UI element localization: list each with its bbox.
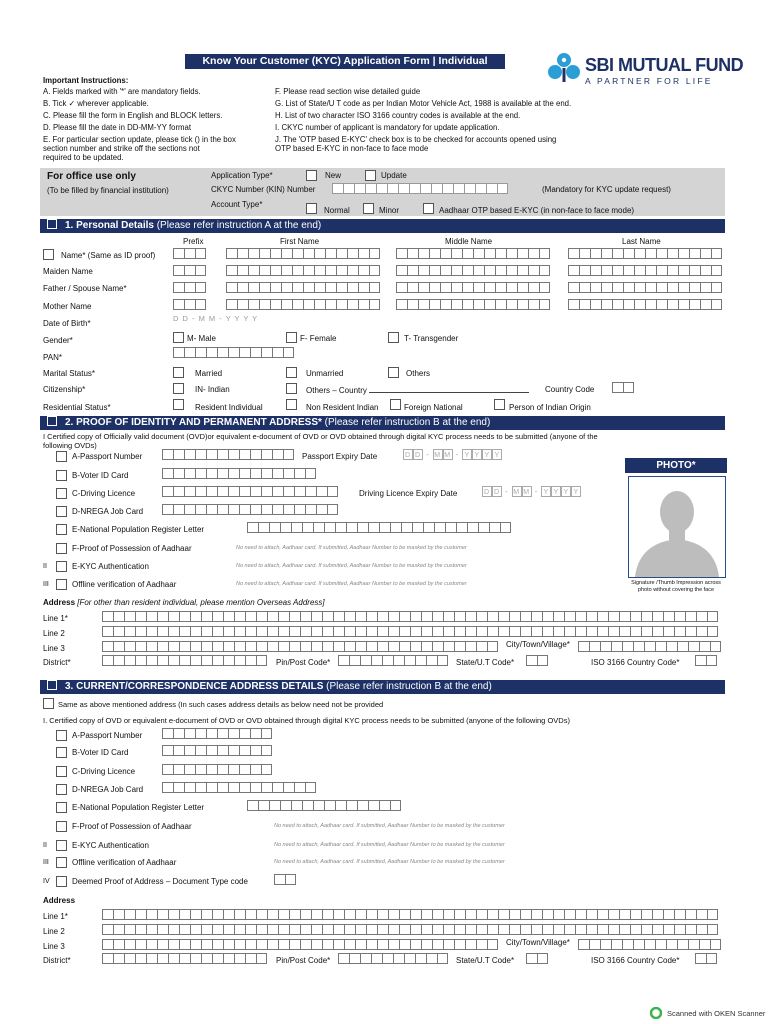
nri-label: Non Resident Indian — [306, 403, 379, 412]
section2-line3-input[interactable] — [102, 641, 498, 653]
instruction-i: I. CKYC number of applicant is mandatory for update application. — [275, 123, 500, 132]
pio-label: Person of Indian Origin — [509, 403, 591, 412]
s2-offline-checkbox[interactable] — [56, 579, 67, 590]
s3-address-heading: Address — [43, 896, 76, 905]
section2-district-label: District* — [43, 658, 71, 667]
s3-dl-checkbox[interactable] — [56, 766, 67, 777]
account-type-label: Account Type* — [211, 200, 263, 209]
section3-line3-label: Line 3 — [43, 942, 65, 951]
minor-checkbox[interactable] — [363, 203, 374, 214]
photo-header: PHOTO* — [625, 458, 727, 473]
resident-label: Resident Individual — [195, 403, 263, 412]
section2-line1-label: Line 1* — [43, 614, 68, 623]
marital-label: Marital Status* — [43, 369, 96, 378]
normal-label: Normal — [324, 206, 350, 215]
name-checkbox[interactable] — [43, 249, 54, 260]
s3-offline-checkbox[interactable] — [56, 857, 67, 868]
gender-female-label: F- Female — [300, 334, 337, 343]
gender-trans-checkbox[interactable] — [388, 332, 399, 343]
section3-line2-label: Line 2 — [43, 927, 65, 936]
unmarried-label: Unmarried — [306, 369, 344, 378]
s2-passport-input[interactable] — [162, 449, 294, 461]
married-checkbox[interactable] — [173, 367, 184, 378]
father-middle-input[interactable] — [396, 282, 550, 294]
s2-ekyc-checkbox[interactable] — [56, 561, 67, 572]
section2-state-input[interactable] — [526, 655, 548, 667]
section3-district-label: District* — [43, 956, 71, 965]
dl-expiry-label: Driving Licence Expiry Date — [359, 489, 458, 498]
s2-ekyc-roman: II — [43, 563, 47, 570]
s2-offline-label: Offline verification of Aadhaar — [72, 580, 177, 589]
pio-checkbox[interactable] — [494, 399, 505, 410]
instruction-e-cont1: section number and strike off the sections not — [43, 144, 200, 153]
s2-ekyc-hint: No need to attach, Aadhaar card. If submitted, Aadhaar Number to be masked by the customer — [236, 563, 467, 569]
section2-checkbox[interactable] — [47, 416, 57, 426]
country-code-label: Country Code — [545, 385, 595, 394]
section1-header: 1. Personal Details (Please refer instruction A at the end) — [40, 219, 725, 233]
new-label: New — [325, 171, 342, 180]
country-code-input[interactable] — [612, 382, 634, 394]
section3-checkbox[interactable] — [47, 680, 57, 690]
citizenship-label: Citizenship* — [43, 385, 86, 394]
office-subtitle: (To be filled by financial institution) — [47, 186, 169, 195]
scanner-footer: Scanned with OKEN Scanner — [667, 1009, 766, 1018]
brand-tagline: A PARTNER FOR LIFE — [585, 76, 713, 86]
s3-aadhaar-checkbox[interactable] — [56, 821, 67, 832]
other-country-label: Others – Country — [306, 385, 529, 395]
dob-input[interactable]: D D - M M - Y Y Y Y — [173, 314, 259, 323]
s3-ekyc-label: E-KYC Authentication — [72, 841, 149, 850]
section2-city-label: City/Town/Village* — [506, 640, 570, 649]
section3-note: I. Certified copy of OVD or equivalent e-document of OVD or OVD obtained through digital KYC process needs to be submitted (anyone of the following OVDs) — [43, 716, 570, 725]
same-as-label: Same as above mentioned address (In such cases address details as below need not be provided — [58, 700, 384, 709]
s3-npr-label: E-National Population Register Letter — [72, 803, 205, 812]
section2-city-input[interactable] — [578, 641, 721, 653]
name-last-input[interactable] — [568, 248, 722, 260]
maiden-middle-input[interactable] — [396, 265, 550, 277]
s3-passport-label: A-Passport Number — [72, 731, 143, 740]
foreign-checkbox[interactable] — [390, 399, 401, 410]
s3-passport-checkbox[interactable] — [56, 730, 67, 741]
s3-voter-checkbox[interactable] — [56, 747, 67, 758]
s2-address-heading: Address [For other than resident individual, please mention Overseas Address] — [43, 598, 325, 607]
col-first-name: First Name — [280, 237, 320, 246]
s2-aadhaar-label: F-Proof of Possession of Aadhaar — [72, 544, 192, 553]
section3-header: 3. CURRENT/CORRESPONDENCE ADDRESS DETAILS (Please refer instruction B at the end) — [40, 680, 725, 694]
section3-iso-input[interactable] — [695, 953, 717, 965]
maiden-prefix-input[interactable] — [173, 265, 206, 277]
instruction-g: G. List of State/U T code as per Indian Motor Vehicle Act, 1988 is available at the end. — [275, 99, 572, 108]
s2-npr-checkbox[interactable] — [56, 524, 67, 535]
instruction-a: A. Fields marked with '*' are mandatory fields. — [43, 87, 201, 96]
father-first-input[interactable] — [226, 282, 380, 294]
name-label: Name* (Same as ID proof) — [61, 251, 156, 260]
s2-nrega-input[interactable] — [162, 504, 338, 516]
instruction-j-cont: OTP based E-KYC in non-face to face mode — [275, 144, 429, 153]
new-checkbox[interactable] — [306, 170, 317, 181]
instruction-j: J. The 'OTP based E-KYC' check box is to be checked for accounts opened using — [275, 135, 557, 144]
maiden-last-input[interactable] — [568, 265, 722, 277]
s2-npr-label: E-National Population Register Letter — [72, 525, 205, 534]
dl-expiry-input[interactable]: D D - M M - Y Y Y Y — [482, 486, 581, 497]
married-label: Married — [195, 369, 223, 378]
section3-state-label: State/U.T Code* — [456, 956, 515, 965]
s3-deemed-label: Deemed Proof of Address – Document Type code — [72, 877, 248, 886]
section3-line1-input[interactable] — [102, 909, 718, 921]
section3-line1-label: Line 1* — [43, 912, 68, 921]
section3-city-input[interactable] — [578, 939, 721, 951]
same-as-checkbox[interactable] — [43, 698, 54, 709]
section2-note-cont: following OVDs) — [43, 441, 97, 450]
s3-voter-input[interactable] — [162, 745, 272, 757]
s2-voter-input[interactable] — [162, 468, 316, 480]
s3-ekyc-checkbox[interactable] — [56, 840, 67, 851]
s2-passport-label: A-Passport Number — [72, 452, 143, 461]
father-label: Father / Spouse Name* — [43, 284, 127, 293]
normal-checkbox[interactable] — [306, 203, 317, 214]
gender-male-checkbox[interactable] — [173, 332, 184, 343]
gender-label: Gender* — [43, 336, 73, 345]
indian-label: IN- Indian — [195, 385, 230, 394]
s2-voter-label: B-Voter ID Card — [72, 471, 129, 480]
update-label: Update — [381, 171, 407, 180]
s3-aadhaar-hint: No need to attach, Aadhaar card. If submitted, Aadhaar Number to be masked by the customer — [274, 823, 505, 829]
ckyc-label: CKYC Number (KIN) Number — [211, 185, 316, 194]
section3-iso-label: ISO 3166 Country Code* — [591, 956, 680, 965]
col-prefix: Prefix — [183, 237, 204, 246]
s3-dl-label: C-Driving Licence — [72, 767, 136, 776]
section2-pin-label: Pin/Post Code* — [276, 658, 331, 667]
section3-pin-input[interactable] — [338, 953, 448, 965]
section2-line2-label: Line 2 — [43, 629, 65, 638]
section2-iso-input[interactable] — [695, 655, 717, 667]
section2-header: 2. PROOF OF IDENTITY AND PERMANENT ADDRESS* (Please refer instruction B at the end) — [40, 416, 725, 430]
update-checkbox[interactable] — [365, 170, 376, 181]
other-country-line[interactable] — [369, 385, 529, 393]
mother-prefix-input[interactable] — [173, 299, 206, 311]
section3-district-input[interactable] — [102, 953, 267, 965]
mother-first-input[interactable] — [226, 299, 380, 311]
s2-ekyc-label: E-KYC Authentication — [72, 562, 149, 571]
passport-expiry-label: Passport Expiry Date — [302, 452, 378, 461]
s2-voter-checkbox[interactable] — [56, 470, 67, 481]
s2-offline-roman: III — [43, 581, 49, 588]
s3-ekyc-roman: II — [43, 842, 47, 849]
section3-state-input[interactable] — [526, 953, 548, 965]
app-type-label: Application Type* — [211, 171, 273, 180]
mother-last-input[interactable] — [568, 299, 722, 311]
residential-label: Residential Status* — [43, 403, 111, 412]
section1-checkbox[interactable] — [47, 219, 57, 229]
foreign-label: Foreign National — [404, 403, 463, 412]
s3-deemed-roman: IV — [43, 878, 50, 885]
s2-npr-input[interactable] — [247, 522, 511, 534]
sbi-logo-icon — [546, 52, 582, 86]
passport-expiry-input[interactable]: D D - M M - Y Y Y Y — [403, 449, 502, 460]
otp-ekyc-checkbox[interactable] — [423, 203, 434, 214]
s3-deemed-input[interactable] — [274, 874, 296, 886]
s3-ekyc-hint: No need to attach, Aadhaar card. If submitted, Aadhaar Number to be masked by the customer — [274, 842, 505, 848]
s3-npr-checkbox[interactable] — [56, 802, 67, 813]
instruction-h: H. List of two character ISO 3166 country codes is available at the end. — [275, 111, 521, 120]
section2-note: I Certified copy of Officially valid document (OVD)or equivalent e-document of OVD or OVD obtained through digital KYC process needs to be submitted (anyone of the — [43, 432, 598, 441]
mother-middle-input[interactable] — [396, 299, 550, 311]
mother-label: Mother Name — [43, 302, 92, 311]
section3-line3-input[interactable] — [102, 939, 498, 951]
ckyc-note: (Mandatory for KYC update request) — [542, 185, 671, 194]
col-middle-name: Middle Name — [445, 237, 493, 246]
pan-input[interactable] — [173, 347, 294, 359]
section2-iso-label: ISO 3166 Country Code* — [591, 658, 680, 667]
otp-ekyc-label: Aadhaar OTP based E-KYC (in non-face to face mode) — [439, 206, 635, 215]
photo-box[interactable] — [628, 476, 726, 578]
ckyc-number-input[interactable] — [332, 183, 508, 195]
section2-state-label: State/U.T Code* — [456, 658, 515, 667]
photo-caption: Signature /Thumb Impression across photo without covering the face — [631, 580, 721, 593]
name-middle-input[interactable] — [396, 248, 550, 260]
form-title: Know Your Customer (KYC) Application Form | Individual — [185, 54, 505, 69]
s2-dl-input[interactable] — [162, 486, 338, 498]
s2-nrega-label: D-NREGA Job Card — [72, 507, 144, 516]
col-last-name: Last Name — [622, 237, 661, 246]
instruction-d: D. Please fill the date in DD-MM-YY format — [43, 123, 192, 132]
marital-others-checkbox[interactable] — [388, 367, 399, 378]
section2-line1-input[interactable] — [102, 611, 718, 623]
maiden-label: Maiden Name — [43, 267, 93, 276]
name-first-input[interactable] — [226, 248, 380, 260]
s3-npr-input[interactable] — [247, 800, 401, 812]
nri-checkbox[interactable] — [286, 399, 297, 410]
s2-aadhaar-checkbox[interactable] — [56, 543, 67, 554]
office-title: For office use only — [47, 171, 136, 182]
section2-pin-input[interactable] — [338, 655, 448, 667]
s2-nrega-checkbox[interactable] — [56, 506, 67, 517]
person-silhouette-icon — [629, 477, 725, 577]
brand-name: SBI MUTUAL FUND — [585, 55, 744, 75]
section2-line2-input[interactable] — [102, 626, 718, 638]
instruction-e-cont2: required to be updated. — [43, 153, 124, 162]
maiden-first-input[interactable] — [226, 265, 380, 277]
s3-voter-label: B-Voter ID Card — [72, 748, 129, 757]
section3-pin-label: Pin/Post Code* — [276, 956, 331, 965]
name-prefix-input[interactable] — [173, 248, 206, 260]
instruction-b: B. Tick ✓ wherever applicable. — [43, 99, 149, 108]
other-country-checkbox[interactable] — [286, 383, 297, 394]
s2-passport-checkbox[interactable] — [56, 451, 67, 462]
scanner-logo-icon — [650, 1007, 662, 1019]
s2-dl-checkbox[interactable] — [56, 488, 67, 499]
s2-offline-hint: No need to attach, Aadhaar card. If submitted, Aadhaar Number to be masked by the customer — [236, 581, 467, 587]
father-last-input[interactable] — [568, 282, 722, 294]
s3-nrega-input[interactable] — [162, 782, 316, 794]
s3-offline-label: Offline verification of Aadhaar — [72, 858, 177, 867]
gender-male-label: M- Male — [187, 334, 216, 343]
section3-city-label: City/Town/Village* — [506, 938, 570, 947]
s3-offline-hint: No need to attach, Aadhaar card. If submitted, Aadhaar Number to be masked by the customer — [274, 859, 505, 865]
instruction-e: E. For particular section update, please tick () in the box — [43, 135, 236, 144]
section2-line3-label: Line 3 — [43, 644, 65, 653]
gender-trans-label: T- Transgender — [404, 334, 459, 343]
s3-nrega-checkbox[interactable] — [56, 784, 67, 795]
unmarried-checkbox[interactable] — [286, 367, 297, 378]
s2-dl-label: C-Driving Licence — [72, 489, 136, 498]
section3-line2-input[interactable] — [102, 924, 718, 936]
s3-nrega-label: D-NREGA Job Card — [72, 785, 144, 794]
marital-others-label: Others — [406, 369, 431, 378]
s3-deemed-checkbox[interactable] — [56, 876, 67, 887]
s3-aadhaar-label: F-Proof of Possession of Aadhaar — [72, 822, 192, 831]
indian-checkbox[interactable] — [173, 383, 184, 394]
instruction-c: C. Please fill the form in English and BLOCK letters. — [43, 111, 223, 120]
s3-offline-roman: III — [43, 859, 49, 866]
pan-label: PAN* — [43, 353, 62, 362]
instructions-heading: Important Instructions: — [43, 76, 129, 85]
section2-district-input[interactable] — [102, 655, 267, 667]
resident-checkbox[interactable] — [173, 399, 184, 410]
gender-female-checkbox[interactable] — [286, 332, 297, 343]
dob-label: Date of Birth* — [43, 319, 91, 328]
s3-dl-input[interactable] — [162, 764, 272, 776]
father-prefix-input[interactable] — [173, 282, 206, 294]
instruction-f: F. Please read section wise detailed guide — [275, 87, 421, 96]
s3-passport-input[interactable] — [162, 728, 272, 740]
s2-aadhaar-hint: No need to attach, Aadhaar card. If submitted, Aadhaar Number to be masked by the customer — [236, 545, 467, 551]
minor-label: Minor — [379, 206, 400, 215]
